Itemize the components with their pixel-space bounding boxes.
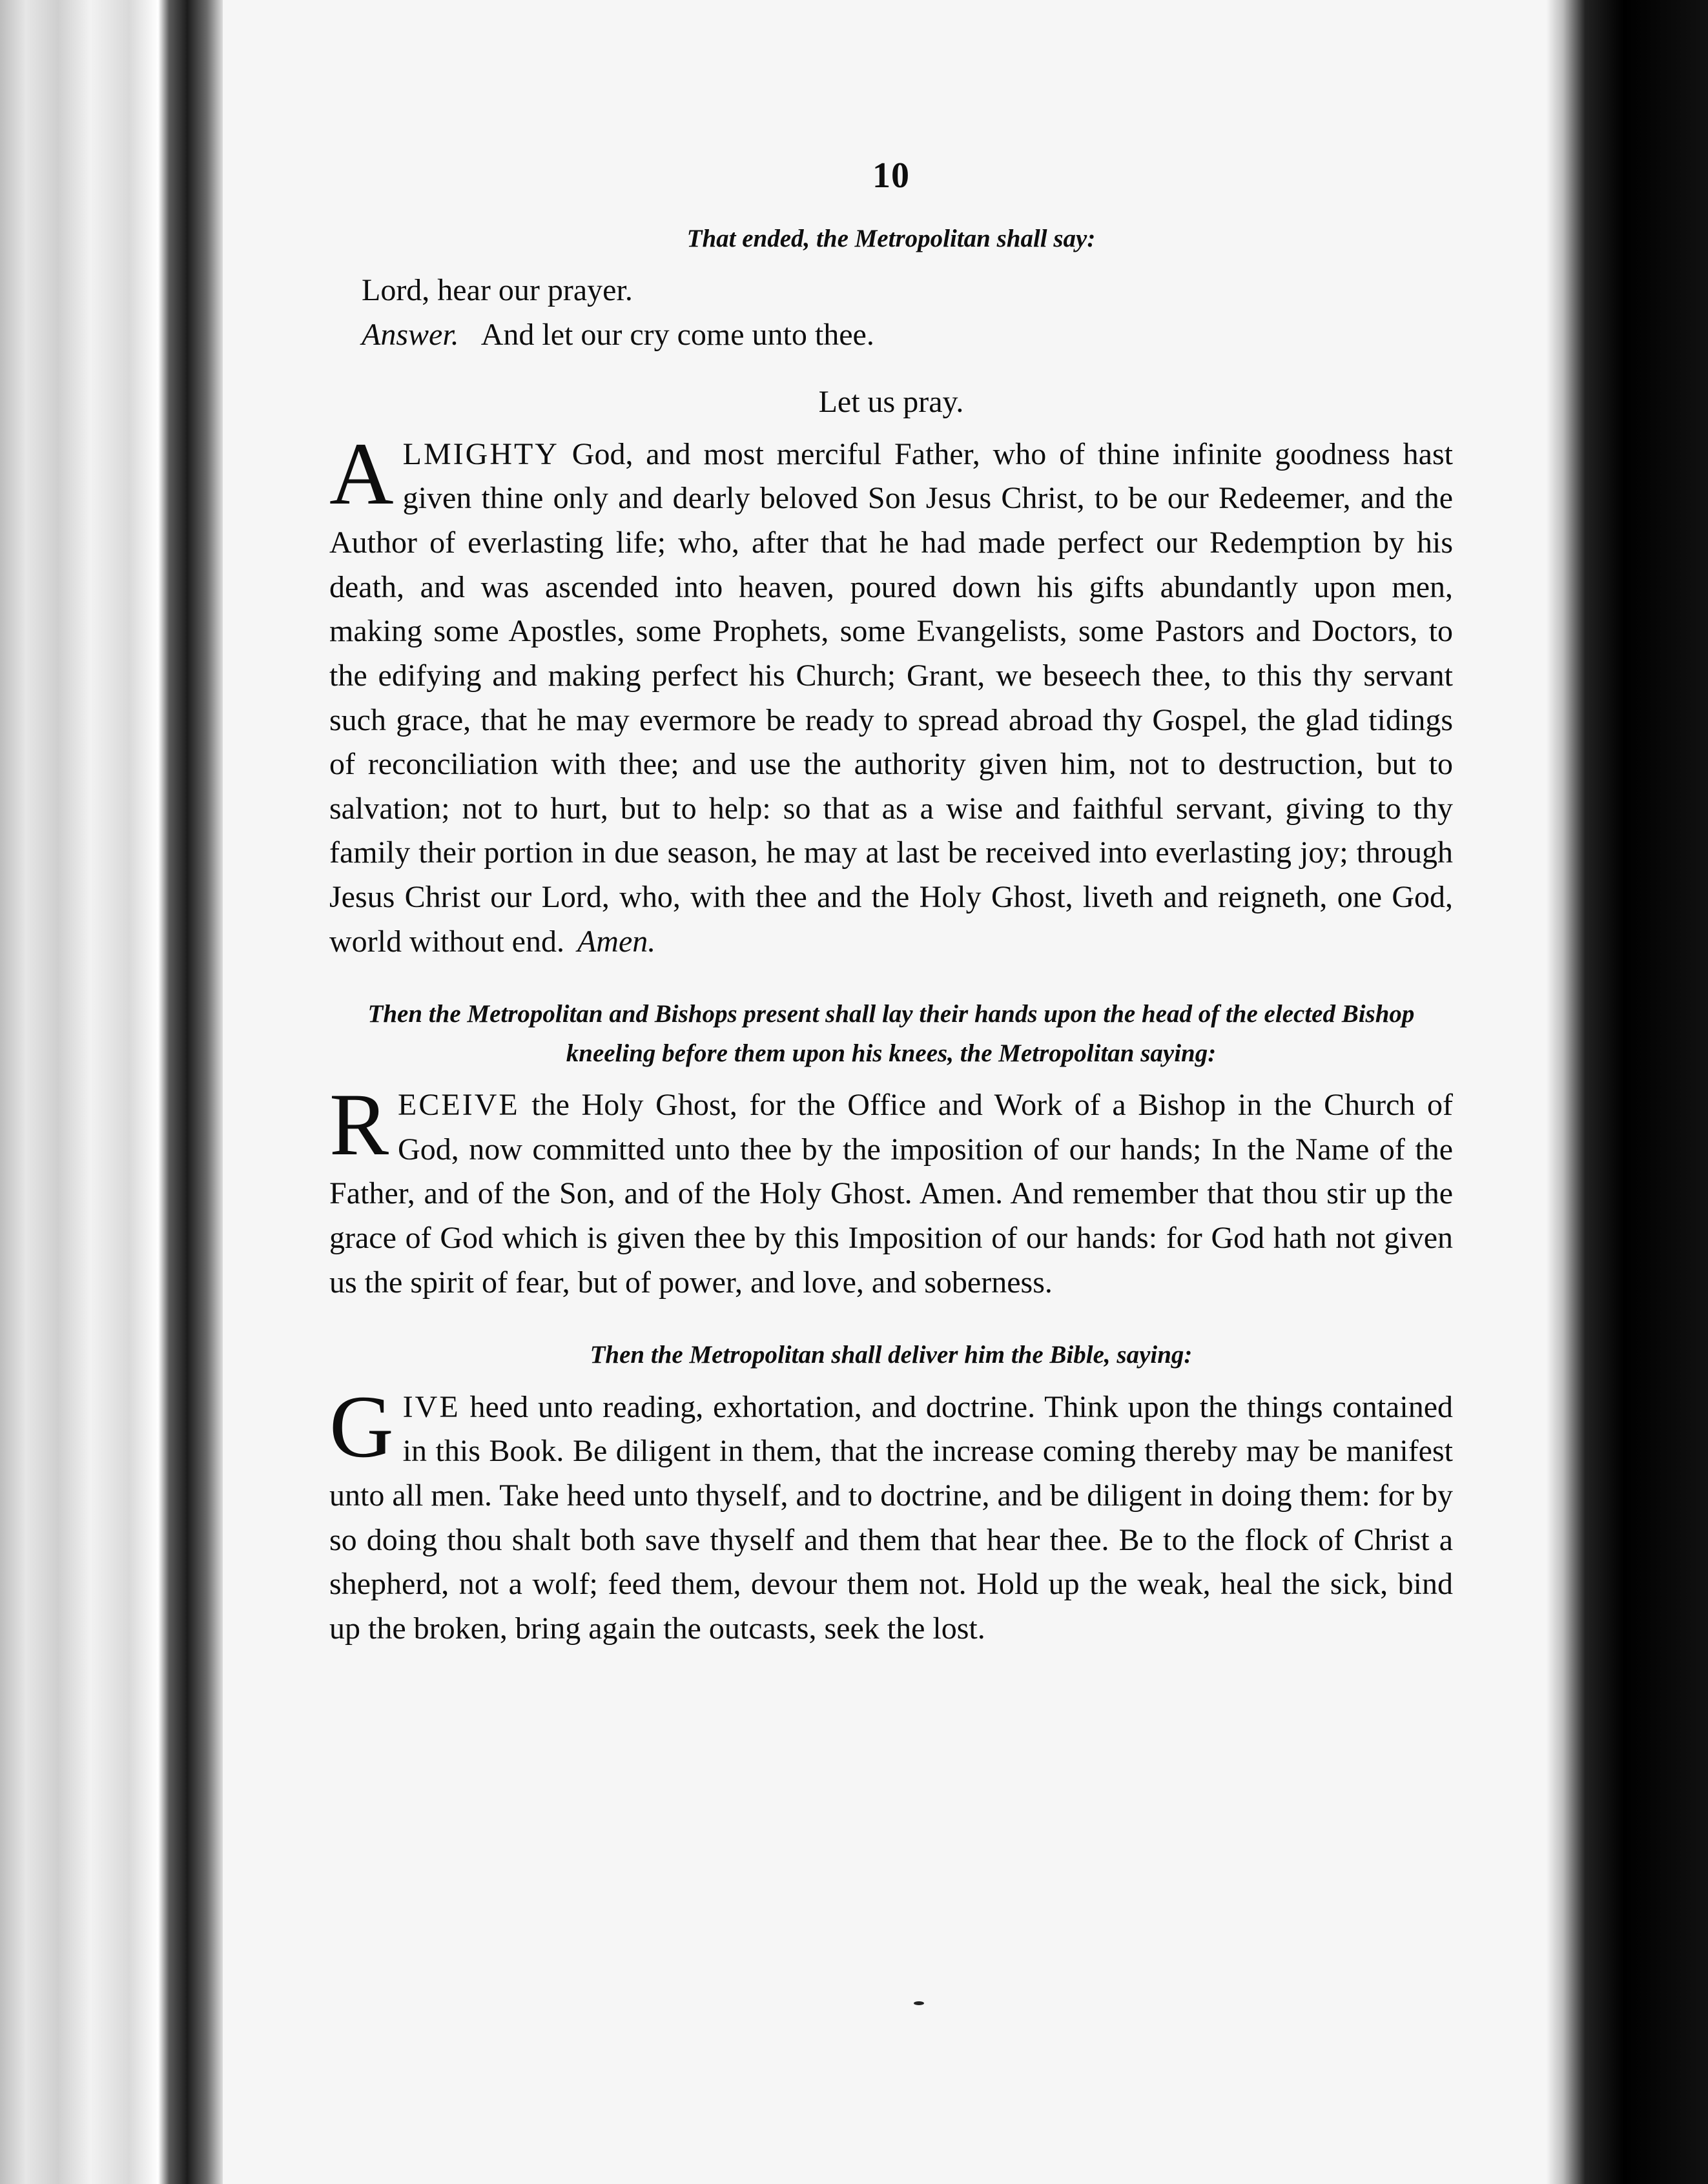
page-text (329, 142, 1453, 1682)
page-curl-edge (1547, 0, 1708, 2184)
prayer-amen: Amen. (577, 924, 656, 959)
prayer-give-heed (329, 1376, 1453, 1651)
rubric-that-ended: That ended, the Metropolitan shall say: (686, 225, 1096, 252)
drop-cap-initial: A (329, 424, 394, 523)
prayer-almighty (329, 424, 1453, 964)
prayer-body: the Holy Ghost, for the Office and Work of a Bishop in the Church of God, now committed unto thee by the imposition of our hands; In the Name of the Father, and of the Son, and of the Holy Ghost. Amen. And remember that thou stir up the grace of God which is given thee by this Imposition of our hands: for God hath not given us the spirit of fear, but of power, and love, and soberness. (329, 1088, 1453, 1300)
versicle-line: Lord, hear our prayer. (362, 273, 633, 308)
versicle-answer (362, 313, 1453, 357)
prayer-opening-caps: ECEIVE (398, 1088, 520, 1123)
rubric-laying-on-hands: Then the Metropolitan and Bishops present shall lay their hands upon the head of the elected Bishop kneeling before them upon his knees, the Metropolitan saying: (367, 1000, 1415, 1067)
let-us-pray-heading: Let us pray. (818, 384, 964, 419)
rubric-deliver-bible: Then the Metropolitan shall deliver him the Bible, saying: (590, 1341, 1193, 1369)
drop-cap-initial: R (329, 1075, 389, 1174)
answer-label: Answer. (362, 317, 459, 352)
prayer-body: God, and most merciful Father, who of thine infinite goodness hast given thine only and dearly beloved Son Jesus Christ, to be our Redeemer, and the Author of everlasting life; who, after that he had made perfect our Redemption by his death, and was ascended into heaven, poured down his gifts abundantly upon men, making some Apostles, some Prophets, some Evangelists, some Pastors and Doctors, to the edifying and making perfect his Church; Grant, we beseech thee, to this thy servant such grace, that he may evermore be ready to spread abroad thy Gospel, the glad tidings of reconciliation with thee; and use the authority given him, not to destruction, but to salvation; not to hurt, but to help: so that as a wise and faithful servant, giving to thy family their portion in due season, he may at last be received into everlasting joy; through Jesus Christ our Lord, who, with thee and the Holy Ghost, liveth and reigneth, one God, world without end. (329, 436, 1453, 959)
prayer-body: heed unto reading, exhortation, and doctrine. Think upon the things contained in this Book. Be diligent in them, that the increase coming thereby may be manifest unto all men. Take heed unto thyself, and to doctrine, and be diligent in doing them: for by so doing thou shalt both save thyself and them that hear thee. Be to the flock of Christ a shepherd, not a wolf; feed them, devour them not. Hold up the weak, heal the sick, bind up the broken, bring again the outcasts, seek the lost. (329, 1389, 1453, 1646)
drop-cap-initial: G (329, 1376, 394, 1476)
page-number: 10 (872, 156, 910, 196)
book-binding-edge (0, 0, 223, 2184)
prayer-receive (329, 1075, 1453, 1305)
answer-text: And let our cry come unto thee. (480, 317, 874, 352)
prayer-opening-caps: LMIGHTY (402, 436, 559, 471)
ink-speck (914, 2001, 924, 2005)
book-page (223, 0, 1547, 2184)
prayer-opening-caps: IVE (402, 1389, 460, 1424)
